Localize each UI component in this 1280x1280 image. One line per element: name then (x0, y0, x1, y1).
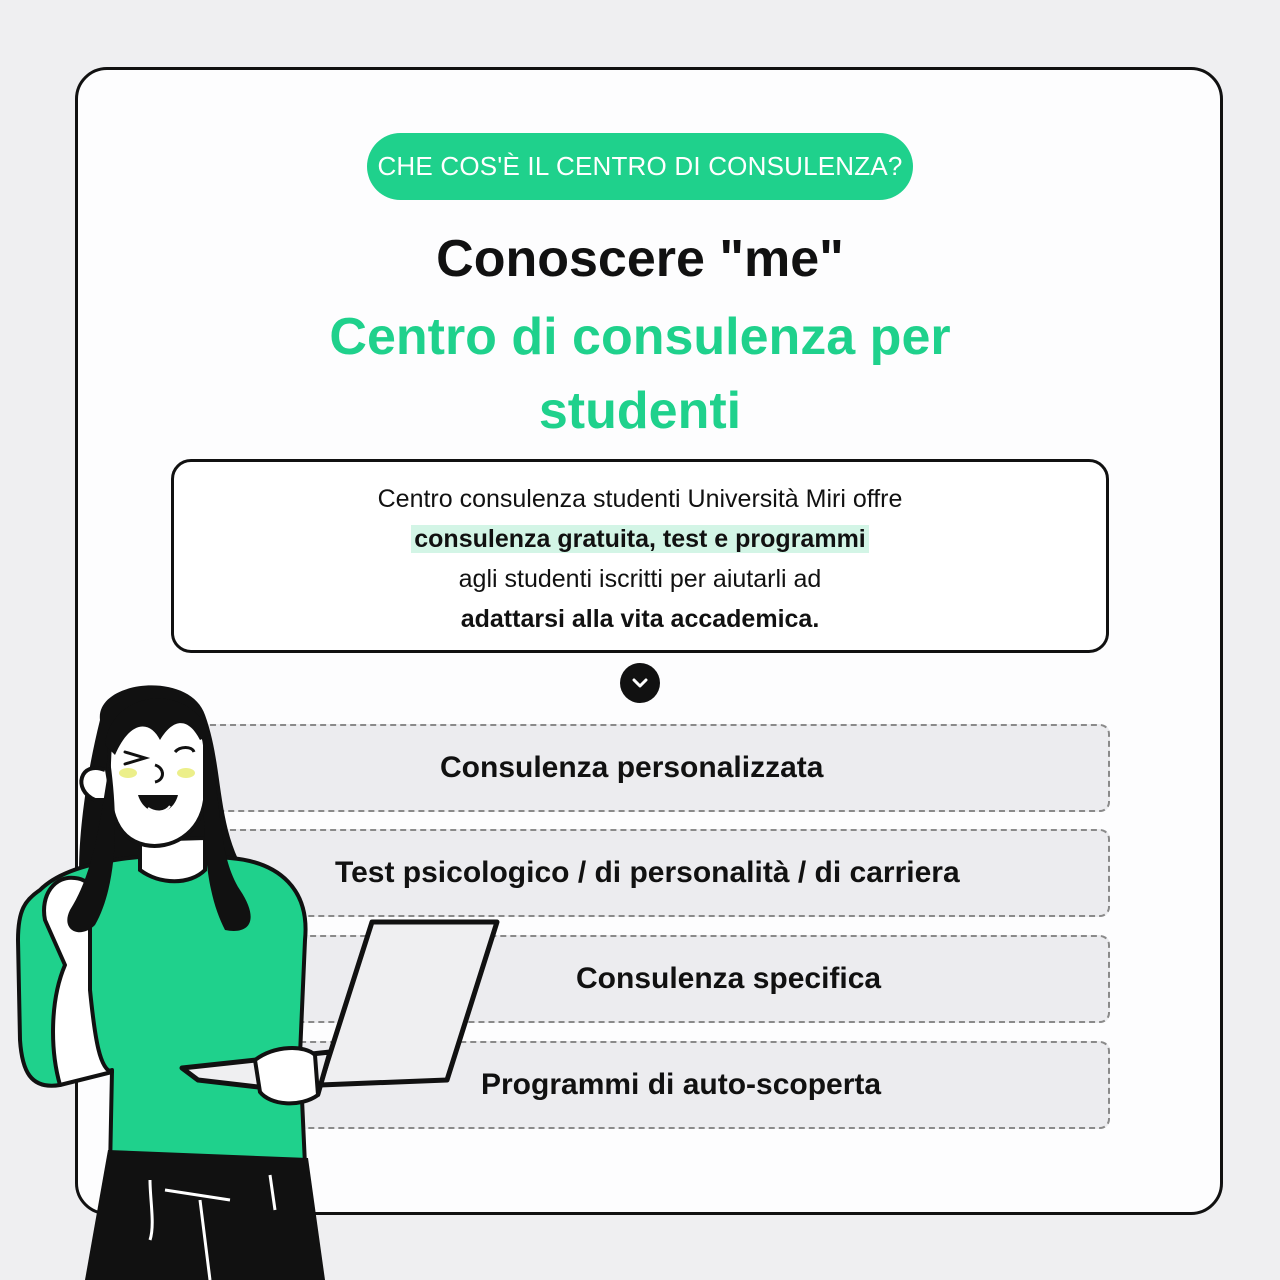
description-line-4: adattarsi alla vita accademica. (460, 605, 820, 633)
chevron-down-icon (630, 674, 650, 692)
service-label: Test psicologico / di personalità / di carriera (335, 856, 960, 889)
student-with-laptop-illustration (0, 660, 520, 1280)
description-line-2 (174, 519, 1106, 559)
description-line-1: Centro consulenza studenti Università Miri offre (377, 485, 903, 513)
description-line-3: agli studenti iscritti per aiutarli ad (458, 565, 822, 593)
page-title: Conoscere "me" (436, 230, 844, 288)
service-label: Programmi di auto-scoperta (481, 1068, 882, 1101)
service-label: Consulenza personalizzata (440, 751, 824, 784)
scroll-down-button[interactable] (620, 663, 660, 703)
service-label: Consulenza specifica (576, 962, 882, 995)
section-badge: CHE COS'È IL CENTRO DI CONSULENZA? (367, 133, 913, 200)
description-box (171, 459, 1109, 653)
description-highlight: consulenza gratuita, test e programmi (411, 525, 869, 553)
page-subtitle: Centro di consulenza per studenti (329, 308, 951, 440)
